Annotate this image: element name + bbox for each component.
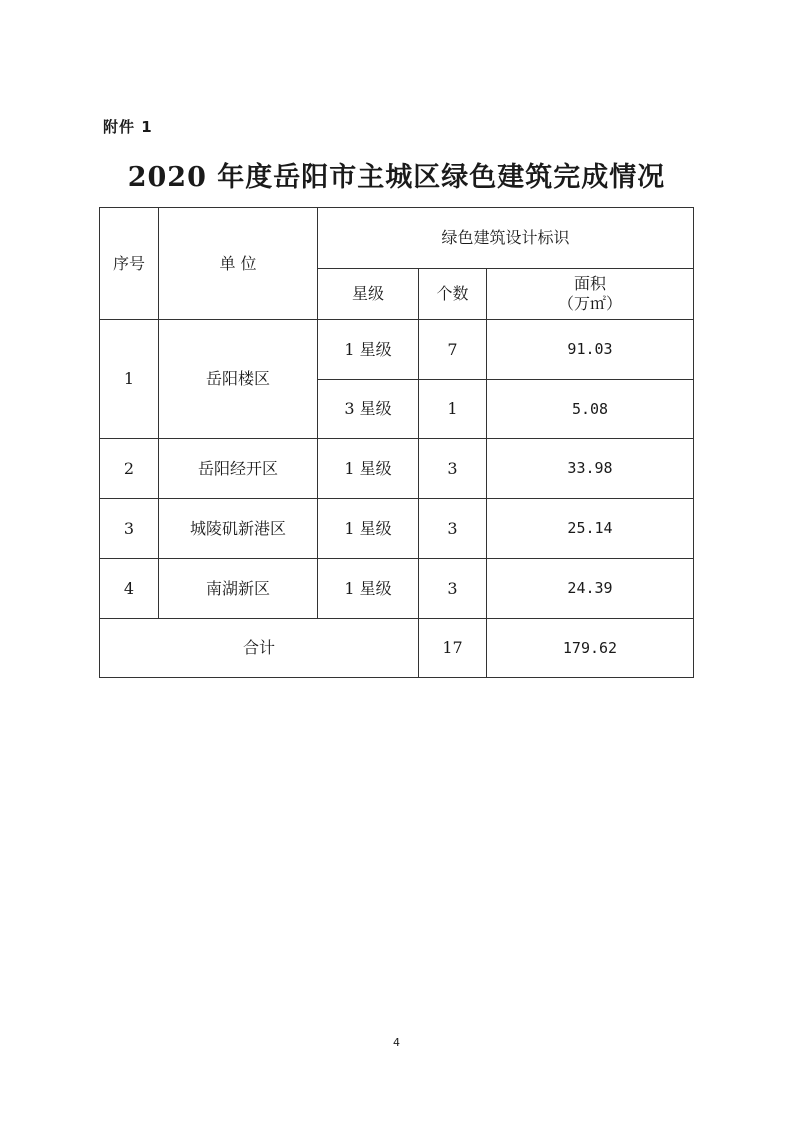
row-area: 24.39: [487, 559, 694, 619]
row-star: 1 星级: [318, 499, 419, 559]
row-index: 3: [100, 499, 159, 559]
document-title: 2020 年度岳阳市主城区绿色建筑完成情况: [127, 162, 666, 193]
page-number: 4: [393, 1036, 400, 1049]
header-star: 星级: [318, 269, 419, 320]
row-unit: 城陵矶新港区: [159, 499, 318, 559]
row-star: 1 星级: [318, 439, 419, 499]
table-row: [100, 320, 694, 380]
green-building-table: [99, 207, 694, 678]
row-count: 3: [419, 499, 487, 559]
row-index: 1: [100, 320, 159, 439]
row-star: 1 星级: [318, 320, 419, 380]
row-index: 4: [100, 559, 159, 619]
row-star: 3 星级: [318, 380, 419, 439]
row-star: 1 星级: [318, 559, 419, 619]
row-unit: 岳阳楼区: [159, 320, 318, 439]
row-index: 2: [100, 439, 159, 499]
header-row-top: [100, 208, 694, 269]
header-index: 序号: [100, 208, 159, 320]
row-area: 33.98: [487, 439, 694, 499]
header-area: [487, 269, 694, 320]
row-unit: 南湖新区: [159, 559, 318, 619]
total-area: 179.62: [487, 619, 694, 678]
header-area-label: 面积: [574, 274, 607, 293]
row-count: 7: [419, 320, 487, 380]
header-unit: 单 位: [159, 208, 318, 320]
row-unit: 岳阳经开区: [159, 439, 318, 499]
table-row: [100, 499, 694, 559]
table-row: [100, 559, 694, 619]
header-area-unit: （万㎡）: [558, 294, 623, 313]
header-count: 个数: [419, 269, 487, 320]
table-row: [100, 439, 694, 499]
attachment-label: 附件 1: [103, 118, 153, 136]
header-group: 绿色建筑设计标识: [318, 208, 694, 269]
total-label: 合计: [100, 619, 419, 678]
row-area: 91.03: [487, 320, 694, 380]
row-area: 25.14: [487, 499, 694, 559]
total-row: [100, 619, 694, 678]
total-count: 17: [419, 619, 487, 678]
row-count: 3: [419, 439, 487, 499]
row-count: 1: [419, 380, 487, 439]
row-count: 3: [419, 559, 487, 619]
row-area: 5.08: [487, 380, 694, 439]
